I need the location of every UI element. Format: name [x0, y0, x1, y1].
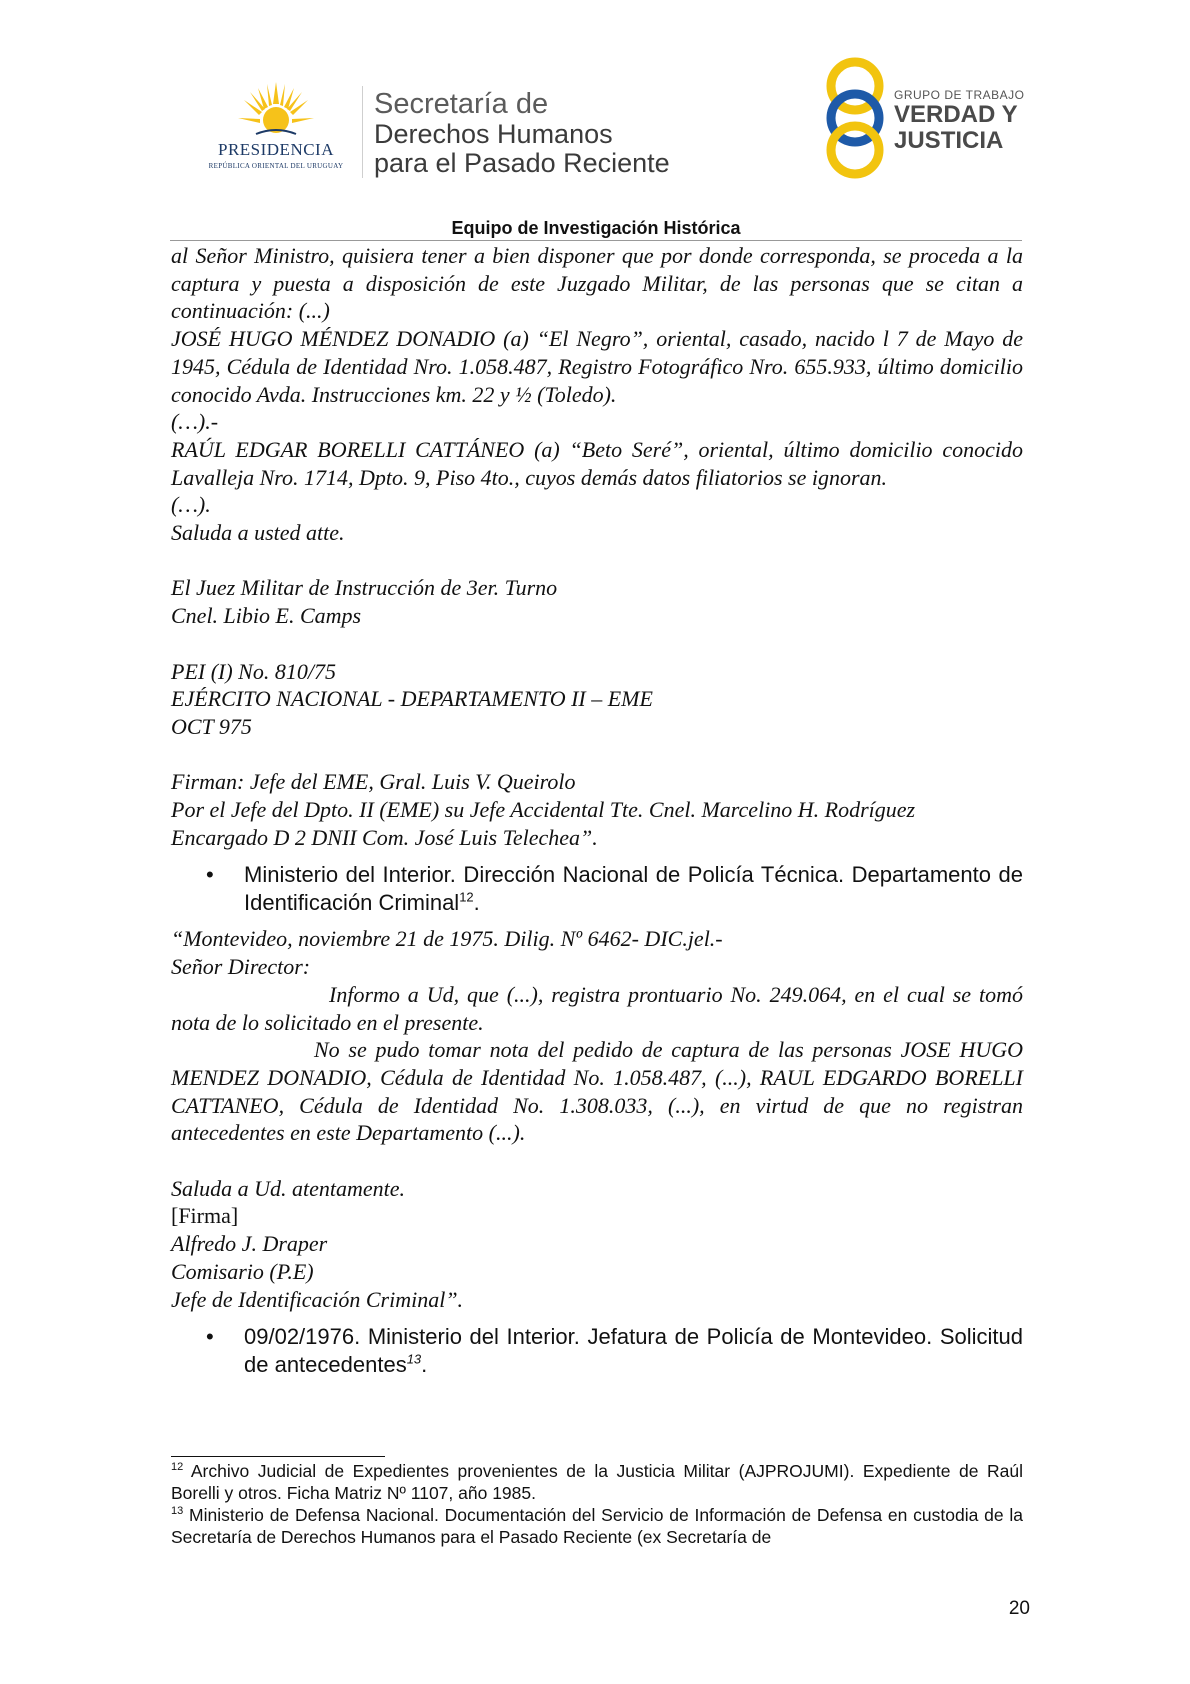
bullet-item-policia-tecnica: • Ministerio del Interior. Dirección Nacional de Policía Técnica. Departamento de Identificación Criminal$^{12}$.	[206, 862, 1023, 916]
grupo-line-2: VERDAD Y	[894, 101, 1018, 128]
paragraph-oct: OCT 975	[171, 713, 252, 739]
bullet-icon: •	[206, 862, 214, 888]
grupo-line-1: GRUPO DE TRABAJO	[894, 88, 1025, 102]
paragraph-borelli: RAÚL EDGAR BORELLI CATTÁNEO (a) “Beto Seré”, oriental, último domicilio conocido Lavalleja Nro. 1714, Dpto. 9, Piso 4to., cuyos demás datos filiatorios se ignoran.	[171, 436, 1023, 490]
bullet-icon: •	[206, 1324, 214, 1350]
quote-informo: Informo a Ud, que (...), registra prontuario No. 249.064, en el cual se tomó nota de lo solicitado en el presente.	[171, 981, 1023, 1035]
quote-jefe: Jefe de Identificación Criminal”.	[171, 1286, 464, 1312]
paragraph-ejercito: EJÉRCITO NACIONAL - DEPARTAMENTO II – EME	[171, 686, 653, 712]
quote-comisario: Comisario (P.E)	[171, 1258, 314, 1284]
secretaria-line-1: Secretaría de	[374, 88, 549, 120]
paragraph-jefe-dpto: Por el Jefe del Dpto. II (EME) su Jefe Accidental Tte. Cnel. Marcelino H. Rodríguez	[171, 797, 916, 823]
team-title: Equipo de Investigación Histórica	[451, 218, 741, 238]
quote-saluda: Saluda a Ud. atentamente.	[171, 1175, 406, 1201]
grupo-line-3: JUSTICIA	[894, 127, 1004, 154]
paragraph-saluda: Saluda a usted atte.	[171, 520, 345, 546]
paragraph-ellipsis-2: (…).	[171, 492, 211, 518]
quote-date: “Montevideo, noviembre 21 de 1975. Dilig. Nº 6462- DIC.jel.-	[171, 926, 723, 952]
secretaria-logo-text	[374, 88, 670, 178]
bullet-text: 09/02/1976. Ministerio del Interior. Jefatura de Policía de Montevideo. Solicitud de antecedentes	[244, 1324, 1023, 1378]
quote-draper: Alfredo J. Draper	[171, 1231, 328, 1257]
sun-emblem-icon	[238, 80, 314, 140]
bullet-text: Ministerio del Interior. Dirección Nacional de Policía Técnica. Departamento de Identificación Criminal	[244, 862, 1023, 916]
footnote-13: $^{13}$ Ministerio de Defensa Nacional. Documentación del Servicio de Información de Defensa en custodia de la Secretaría de Derechos Humanos para el Pasado Reciente (ex Secretaría de	[171, 1505, 1023, 1547]
footnote-separator	[171, 1456, 385, 1457]
paragraph-ellipsis-1: (…).-	[171, 409, 219, 435]
paragraph-encargado: Encargado D 2 DNII Com. José Luis Telechea”.	[171, 824, 598, 850]
bullet-item-jefatura: • 09/02/1976. Ministerio del Interior. Jefatura de Policía de Montevideo. Solicitud de antecedentes$^{13}$.	[206, 1324, 1023, 1378]
quote-no-se-pudo: No se pudo tomar nota del pedido de captura de las personas JOSE HUGO MENDEZ DONADIO, Cédula de Identidad No. 1.058.487, (...), RAUL EDGARDO BORELLI CATTANEO, Cédula de Identidad No. 1.308.033, (...), en virtud de que no registran antecedentes en este Departamento (...).	[171, 1037, 1023, 1146]
footnote-12: $^{12}$ Archivo Judicial de Expedientes provenientes de la Justicia Militar (AJPROJUMI). Expediente de Raúl Borelli y otros. Ficha Matriz Nº 1107, año 1985.	[171, 1461, 1023, 1503]
quote-firma: [Firma]	[171, 1203, 239, 1229]
presidencia-name: PRESIDENCIA	[217, 140, 334, 159]
verdad-justicia-logo	[820, 56, 1030, 180]
page-number: 20	[1008, 1598, 1030, 1619]
paragraph-pei: PEI (I) No. 810/75	[171, 658, 336, 684]
paragraph-request: al Señor Ministro, quisiera tener a bien disponer que por donde corresponda, se proceda a la captura y puesta a disposición de este Juzgado Militar, de las personas que se citan a continuación: (...)	[171, 243, 1023, 324]
secretaria-line-2: Derechos Humanos	[374, 119, 613, 149]
footnote-ref-12[interactable]: 12	[459, 890, 474, 906]
secretaria-line-3: para el Pasado Reciente	[374, 148, 670, 178]
paragraph-camps: Cnel. Libio E. Camps	[171, 603, 362, 629]
footnotes	[171, 1460, 1023, 1548]
quote-salutation: Señor Director:	[171, 954, 311, 980]
header-divider	[362, 86, 363, 178]
interlocked-rings-icon	[820, 56, 890, 180]
paragraph-juez: El Juez Militar de Instrucción de 3er. Turno	[171, 575, 558, 601]
paragraph-mendez: JOSÉ HUGO MÉNDEZ DONADIO (a) “El Negro”, oriental, casado, nacido l 7 de Mayo de 1945, Cédula de Identidad Nro. 1.058.487, Registro Fotográfico Nro. 655.933, último domicilio conocido Avda. Instrucciones km. 22 y ½ (Toledo).	[171, 326, 1023, 407]
presidencia-subtitle: REPÚBLICA ORIENTAL DEL URUGUAY	[208, 162, 344, 170]
header-rule	[170, 240, 1022, 241]
footnote-ref-13[interactable]: 13	[406, 1351, 422, 1367]
presidencia-logo	[196, 80, 356, 180]
paragraph-firman: Firman: Jefe del EME, Gral. Luis V. Queirolo	[171, 769, 576, 795]
body-text	[171, 242, 1023, 1387]
